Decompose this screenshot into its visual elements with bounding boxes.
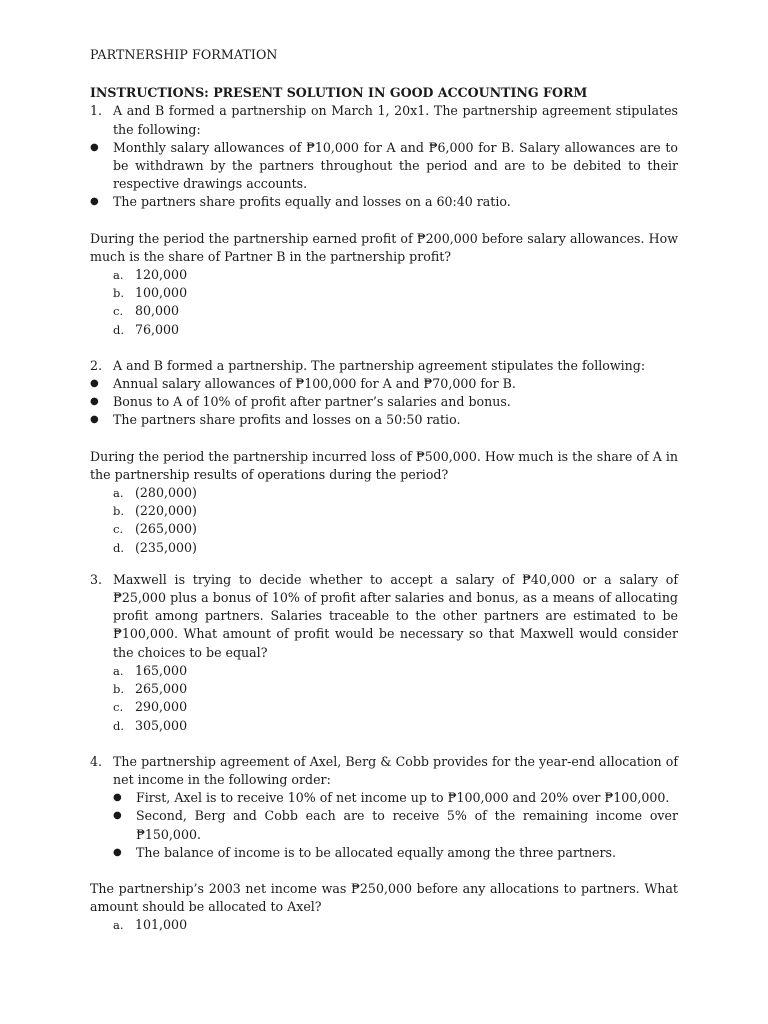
question-3-choices xyxy=(90,662,678,735)
list-item: ● Second, Berg and Cobb each are to receive 5% of the remaining income over ₱150,000. xyxy=(90,807,678,843)
question-4-stem xyxy=(90,753,678,789)
question-2-question: During the period the partnership incurred loss of ₱500,000. How much is the share of A in the partnership results of operations during the period? xyxy=(90,448,678,482)
spacer xyxy=(90,339,678,357)
choice-item: a. 120,000 xyxy=(113,267,188,283)
question-3-text: Maxwell is trying to decide whether to accept a salary of ₱40,000 or a salary of ₱25,000 plus a bonus of 10% of profit after salaries and bonus, as a means of allocating profit among partners. Salaries traceable to the other partners are estimated to be ₱100,000. What amount of profit would be necessary so that Maxwell would consider the choices to be equal? xyxy=(113,571,678,660)
choice-item: c. (265,000) xyxy=(113,521,197,537)
question-2 xyxy=(90,357,678,557)
question-1-text: A and B formed a partnership on March 1, 20x1. The partnership agreement stipulates the following: xyxy=(113,103,678,137)
list-item: ● The partners share profits equally and losses on a 60:40 ratio. xyxy=(90,193,678,211)
bullet-icon: ● xyxy=(90,378,99,390)
choice-item: b. 265,000 xyxy=(113,681,188,697)
choice-item: c. 80,000 xyxy=(113,303,180,319)
question-4-choices xyxy=(90,916,678,934)
list-item: ● Bonus to A of 10% of profit after partner’s salaries and bonus. xyxy=(90,393,678,411)
question-4-question: The partnership’s 2003 net income was ₱250,000 before any allocations to partners. What amount should be allocated to Axel? xyxy=(90,880,678,915)
question-3 xyxy=(90,571,678,735)
question-4-text: The partnership agreement of Axel, Berg & Cobb provides for the year-end allocation of net income in the following order: xyxy=(113,753,678,787)
question-2-number: 2. xyxy=(90,357,103,373)
bullet-icon: ● xyxy=(113,846,122,858)
spacer xyxy=(90,735,678,753)
spacer xyxy=(90,557,678,571)
question-3-stem xyxy=(90,571,678,662)
question-4 xyxy=(90,753,678,935)
question-1 xyxy=(90,102,678,338)
choice-item: a. 101,000 xyxy=(113,917,188,933)
question-2-text: A and B formed a partnership. The partnership agreement stipulates the following: xyxy=(113,357,646,373)
question-1-question: During the period the partnership earned profit of ₱200,000 before salary allowances. How much is the share of Partner B in the partnership profit? xyxy=(90,230,678,264)
bullet-icon: ● xyxy=(90,141,99,153)
choice-item: b. 100,000 xyxy=(113,285,188,301)
choice-item: d. 76,000 xyxy=(113,321,180,337)
question-2-bullets xyxy=(90,375,678,430)
choice-item: a. (280,000) xyxy=(113,485,197,501)
list-item: ● Annual salary allowances of ₱100,000 for A and ₱70,000 for B. xyxy=(90,375,678,393)
question-4-bullets xyxy=(90,789,678,862)
list-item: ● The balance of income is to be allocated equally among the three partners. xyxy=(90,844,678,862)
question-4-number: 4. xyxy=(90,753,103,769)
choice-item: d. (235,000) xyxy=(113,539,197,555)
choice-item: a. 165,000 xyxy=(113,662,188,678)
question-1-number: 1. xyxy=(90,103,103,119)
choice-item: d. 305,000 xyxy=(113,717,188,733)
bullet-icon: ● xyxy=(90,196,99,208)
bullet-icon: ● xyxy=(113,792,122,804)
question-3-number: 3. xyxy=(90,571,103,587)
bullet-icon: ● xyxy=(113,810,122,822)
bullet-icon: ● xyxy=(90,396,99,408)
choice-item: b. (220,000) xyxy=(113,503,197,519)
question-2-choices xyxy=(90,484,678,557)
question-2-stem xyxy=(90,357,678,375)
document-page xyxy=(90,46,678,935)
question-1-bullets xyxy=(90,139,678,212)
list-item: ● The partners share profits and losses on a 50:50 ratio. xyxy=(90,411,678,429)
list-item: ● Monthly salary allowances of ₱10,000 for A and ₱6,000 for B. Salary allowances are to be withdrawn by the partners throughout the period and are to be debited to their respective drawings accounts. xyxy=(90,139,678,194)
list-item: ● First, Axel is to receive 10% of net income up to ₱100,000 and 20% over ₱100,000. xyxy=(90,789,678,807)
question-1-choices xyxy=(90,266,678,339)
question-1-stem xyxy=(90,102,678,138)
choice-item: c. 290,000 xyxy=(113,699,188,715)
document-title: PARTNERSHIP FORMATION xyxy=(90,47,278,62)
bullet-icon: ● xyxy=(90,414,99,426)
instructions-heading: INSTRUCTIONS: PRESENT SOLUTION IN GOOD ACCOUNTING FORM xyxy=(90,85,588,101)
